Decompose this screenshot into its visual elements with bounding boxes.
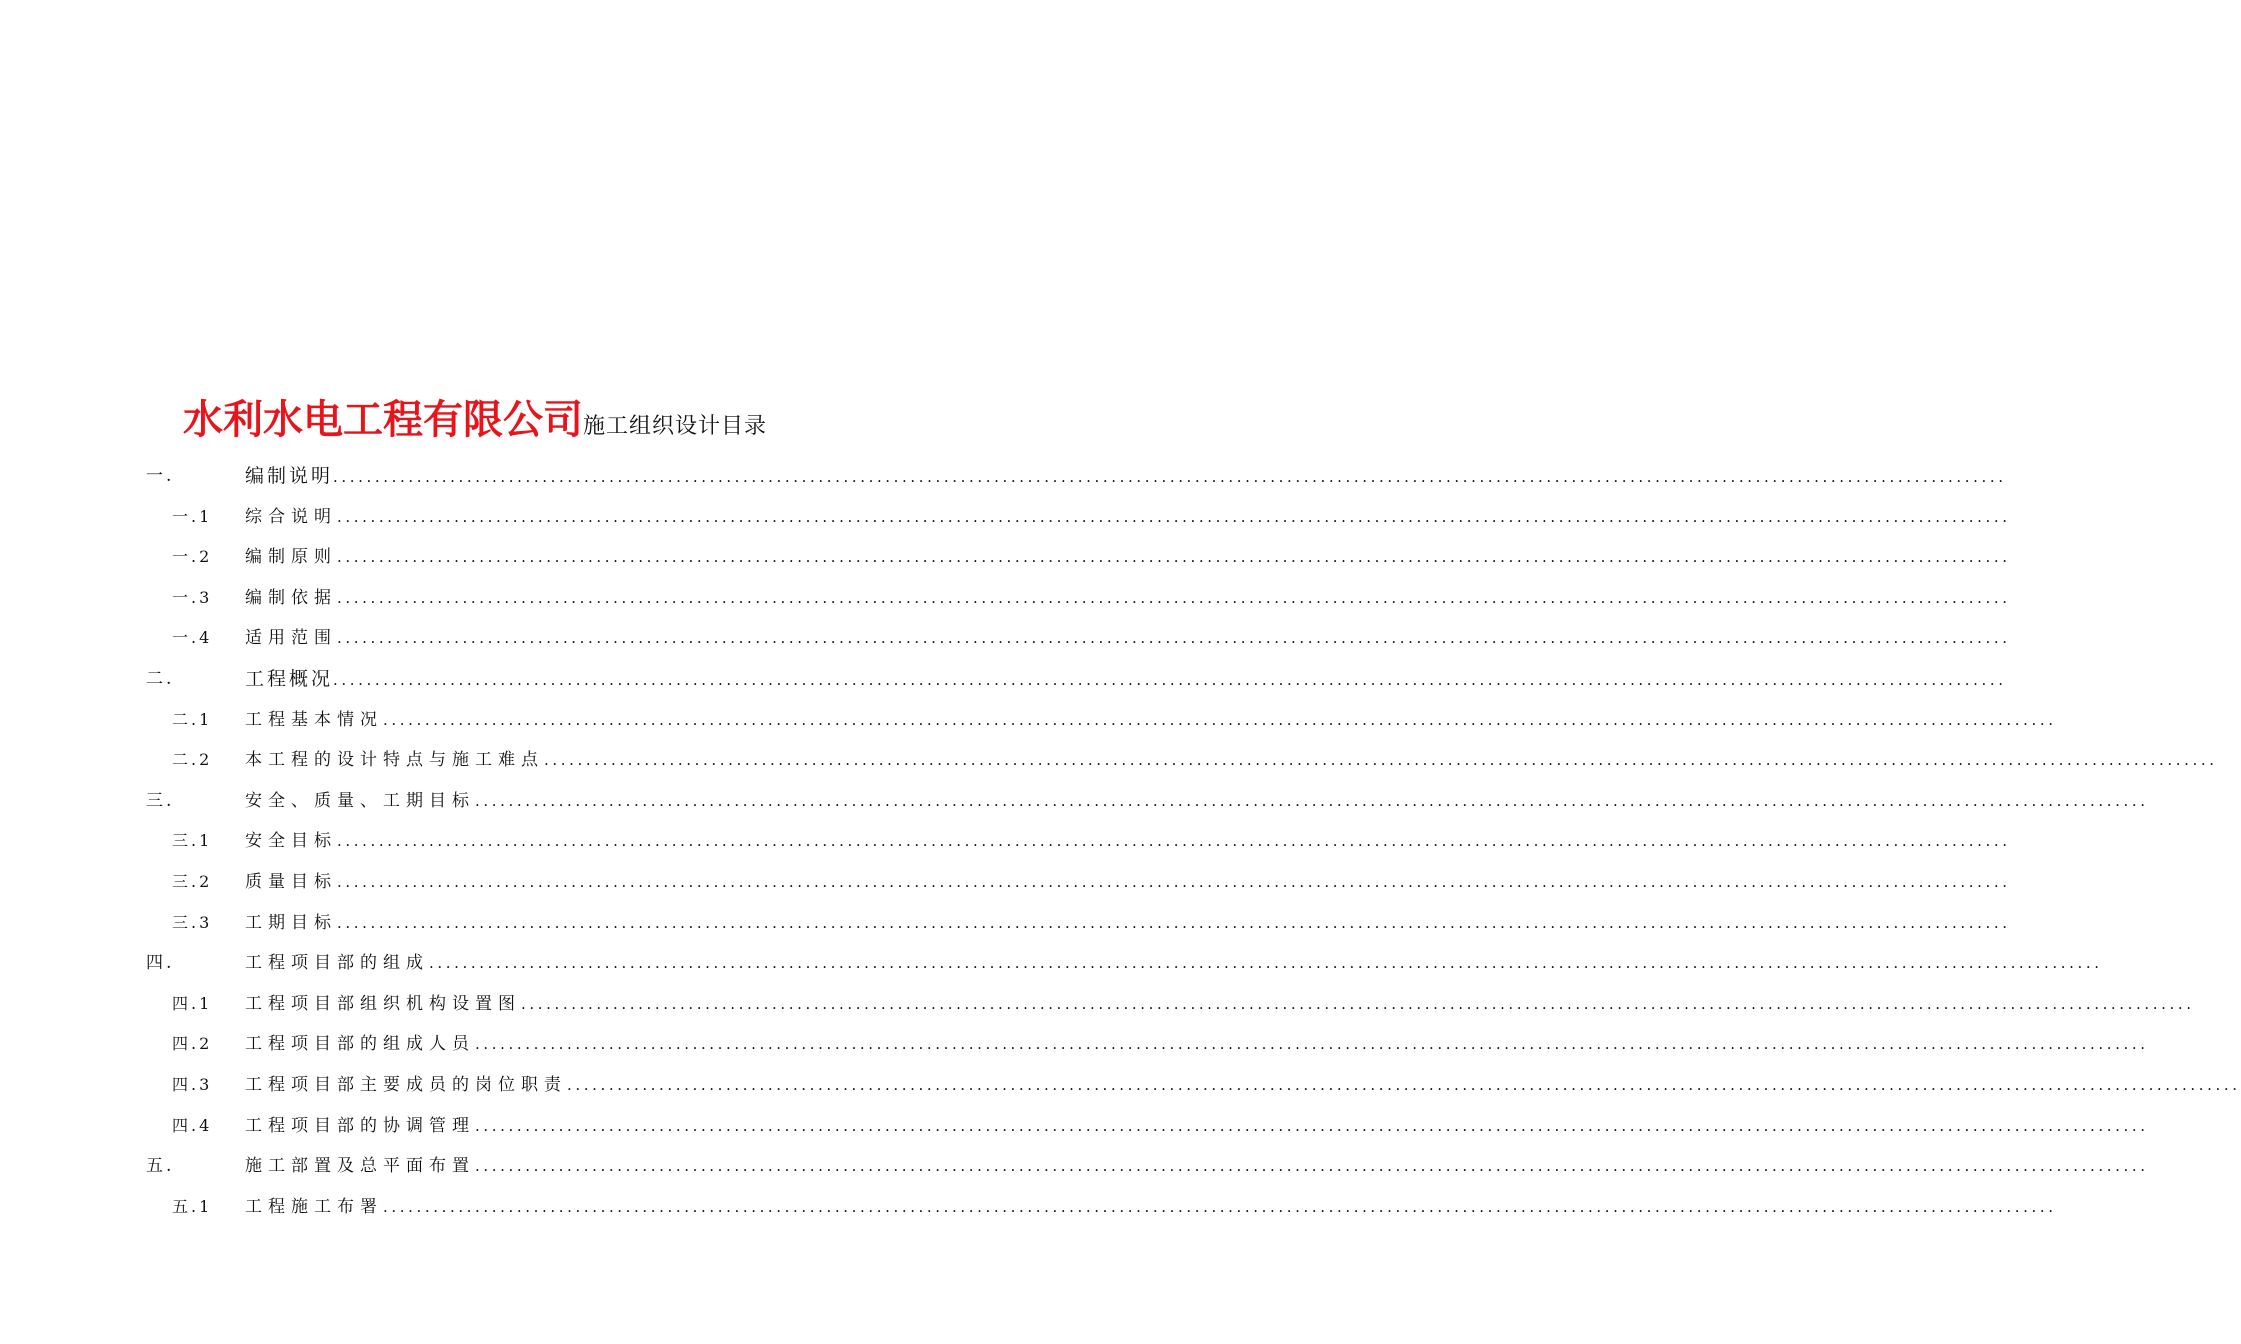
toc-number: 一.2	[172, 547, 213, 567]
toc-title: 工程施工布署	[245, 1196, 383, 1217]
toc-subsection-row[interactable]	[0, 1065, 2241, 1106]
toc-subsection-row[interactable]	[0, 740, 2218, 781]
toc-title: 本工程的设计特点与施工难点	[245, 750, 544, 771]
toc-number: 二.2	[172, 750, 213, 770]
toc-title: 工程概况	[245, 667, 334, 690]
toc-title: 编制原则	[245, 547, 337, 568]
toc-dot-leader: ........................................................................................................................................................................................................	[383, 710, 2057, 729]
toc-entry	[245, 1146, 2149, 1187]
toc-title: 工程项目部的协调管理	[245, 1115, 475, 1136]
toc-title: 工程基本情况	[245, 709, 383, 730]
toc-entry	[245, 781, 2149, 822]
toc-title: 工程项目部的组成	[245, 953, 429, 974]
toc-subsection-row[interactable]	[0, 1106, 2149, 1147]
toc-number: 四.4	[172, 1115, 213, 1135]
toc-number: 一.	[146, 466, 175, 486]
toc-section-row[interactable]	[0, 456, 2007, 497]
toc-title: 工程项目部的组成人员	[245, 1034, 475, 1055]
toc-title: 编制依据	[245, 587, 337, 608]
toc-number: 二.1	[172, 709, 213, 729]
toc-subsection-row[interactable]	[0, 1187, 2057, 1228]
toc-entry	[245, 578, 2011, 619]
toc-entry	[245, 943, 2103, 984]
toc-entry	[245, 618, 2011, 659]
document-subtitle: 施工组织设计目录	[582, 414, 767, 439]
toc-dot-leader: ........................................................................................................................................................................................................	[333, 468, 2007, 486]
toc-title: 安全目标	[245, 831, 337, 852]
toc-entry	[245, 1065, 2241, 1106]
toc-title: 工程项目部组织机构设置图	[245, 993, 521, 1014]
toc-entry	[245, 1106, 2149, 1147]
toc-subsection-row[interactable]	[0, 618, 2011, 659]
toc-entry	[245, 537, 2011, 578]
toc-entry	[245, 700, 2057, 741]
toc-section-row[interactable]	[0, 659, 2007, 700]
toc-number: 四.3	[172, 1074, 213, 1094]
toc-dot-leader: ........................................................................................................................................................................................................	[521, 994, 2195, 1013]
toc-title: 质量目标	[245, 871, 337, 892]
toc-entry	[245, 821, 2011, 862]
toc-entry	[245, 903, 2011, 944]
toc-title: 工程项目部主要成员的岗位职责	[245, 1074, 567, 1095]
toc-entry	[245, 984, 2195, 1025]
toc-subsection-row[interactable]	[0, 497, 2011, 538]
toc-entry	[245, 456, 2007, 498]
toc-subsection-row[interactable]	[0, 578, 2011, 619]
toc-title: 安全、质量、工期目标	[245, 790, 475, 811]
toc-dot-leader: ........................................................................................................................................................................................................	[333, 670, 2007, 689]
toc-number: 三.2	[172, 871, 213, 891]
toc-number: 三.	[146, 790, 175, 811]
toc-subsection-row[interactable]	[0, 537, 2011, 578]
toc-dot-leader: ........................................................................................................................................................................................................	[337, 872, 2011, 891]
toc-title: 适用范围	[245, 628, 337, 649]
toc-entry	[245, 862, 2011, 903]
table-of-contents	[0, 456, 2241, 1227]
toc-subsection-row[interactable]	[0, 700, 2057, 741]
company-name: 水利水电工程有限公司	[182, 397, 583, 443]
toc-subsection-row[interactable]	[0, 984, 2195, 1025]
toc-number: 五.	[146, 1156, 175, 1177]
document-title	[0, 388, 950, 445]
toc-entry	[245, 1024, 2149, 1065]
toc-dot-leader: ........................................................................................................................................................................................................	[475, 1035, 2149, 1054]
toc-entry	[245, 497, 2011, 538]
toc-section-row[interactable]	[0, 943, 2103, 984]
toc-dot-leader: ........................................................................................................................................................................................................	[337, 913, 2011, 932]
toc-dot-leader: ........................................................................................................................................................................................................	[337, 507, 2011, 526]
toc-dot-leader: ........................................................................................................................................................................................................	[475, 791, 2149, 810]
toc-subsection-row[interactable]	[0, 1024, 2149, 1065]
toc-title: 工期目标	[245, 912, 337, 933]
toc-number: 四.2	[172, 1034, 213, 1054]
toc-entry	[245, 740, 2218, 781]
toc-title: 编制说明	[245, 465, 334, 487]
toc-dot-leader: ........................................................................................................................................................................................................	[567, 1075, 2241, 1094]
toc-number: 三.3	[172, 912, 213, 932]
toc-number: 一.4	[172, 628, 213, 648]
toc-dot-leader: ........................................................................................................................................................................................................	[429, 954, 2103, 973]
toc-dot-leader: ........................................................................................................................................................................................................	[337, 832, 2011, 851]
toc-subsection-row[interactable]	[0, 903, 2011, 944]
toc-subsection-row[interactable]	[0, 821, 2011, 862]
toc-subsection-row[interactable]	[0, 862, 2011, 903]
toc-dot-leader: ........................................................................................................................................................................................................	[337, 548, 2011, 567]
toc-number: 五.1	[172, 1196, 213, 1216]
toc-dot-leader: ........................................................................................................................................................................................................	[383, 1197, 2057, 1216]
toc-entry	[245, 659, 2007, 701]
toc-section-row[interactable]	[0, 781, 2149, 822]
toc-number: 一.1	[172, 506, 213, 526]
toc-title: 施工部置及总平面布置	[245, 1156, 475, 1177]
toc-number: 三.1	[172, 831, 213, 851]
toc-number: 四.1	[172, 993, 213, 1013]
toc-dot-leader: ........................................................................................................................................................................................................	[337, 629, 2011, 648]
toc-section-row[interactable]	[0, 1146, 2149, 1187]
toc-number: 一.3	[172, 587, 213, 607]
toc-entry	[245, 1187, 2057, 1228]
toc-dot-leader: ........................................................................................................................................................................................................	[475, 1157, 2149, 1176]
toc-dot-leader: ........................................................................................................................................................................................................	[337, 588, 2011, 607]
toc-title: 综合说明	[245, 506, 337, 527]
toc-dot-leader: ........................................................................................................................................................................................................	[475, 1116, 2149, 1135]
toc-number: 四.	[146, 953, 175, 974]
toc-number: 二.	[146, 668, 175, 689]
toc-dot-leader: ........................................................................................................................................................................................................	[544, 751, 2218, 770]
